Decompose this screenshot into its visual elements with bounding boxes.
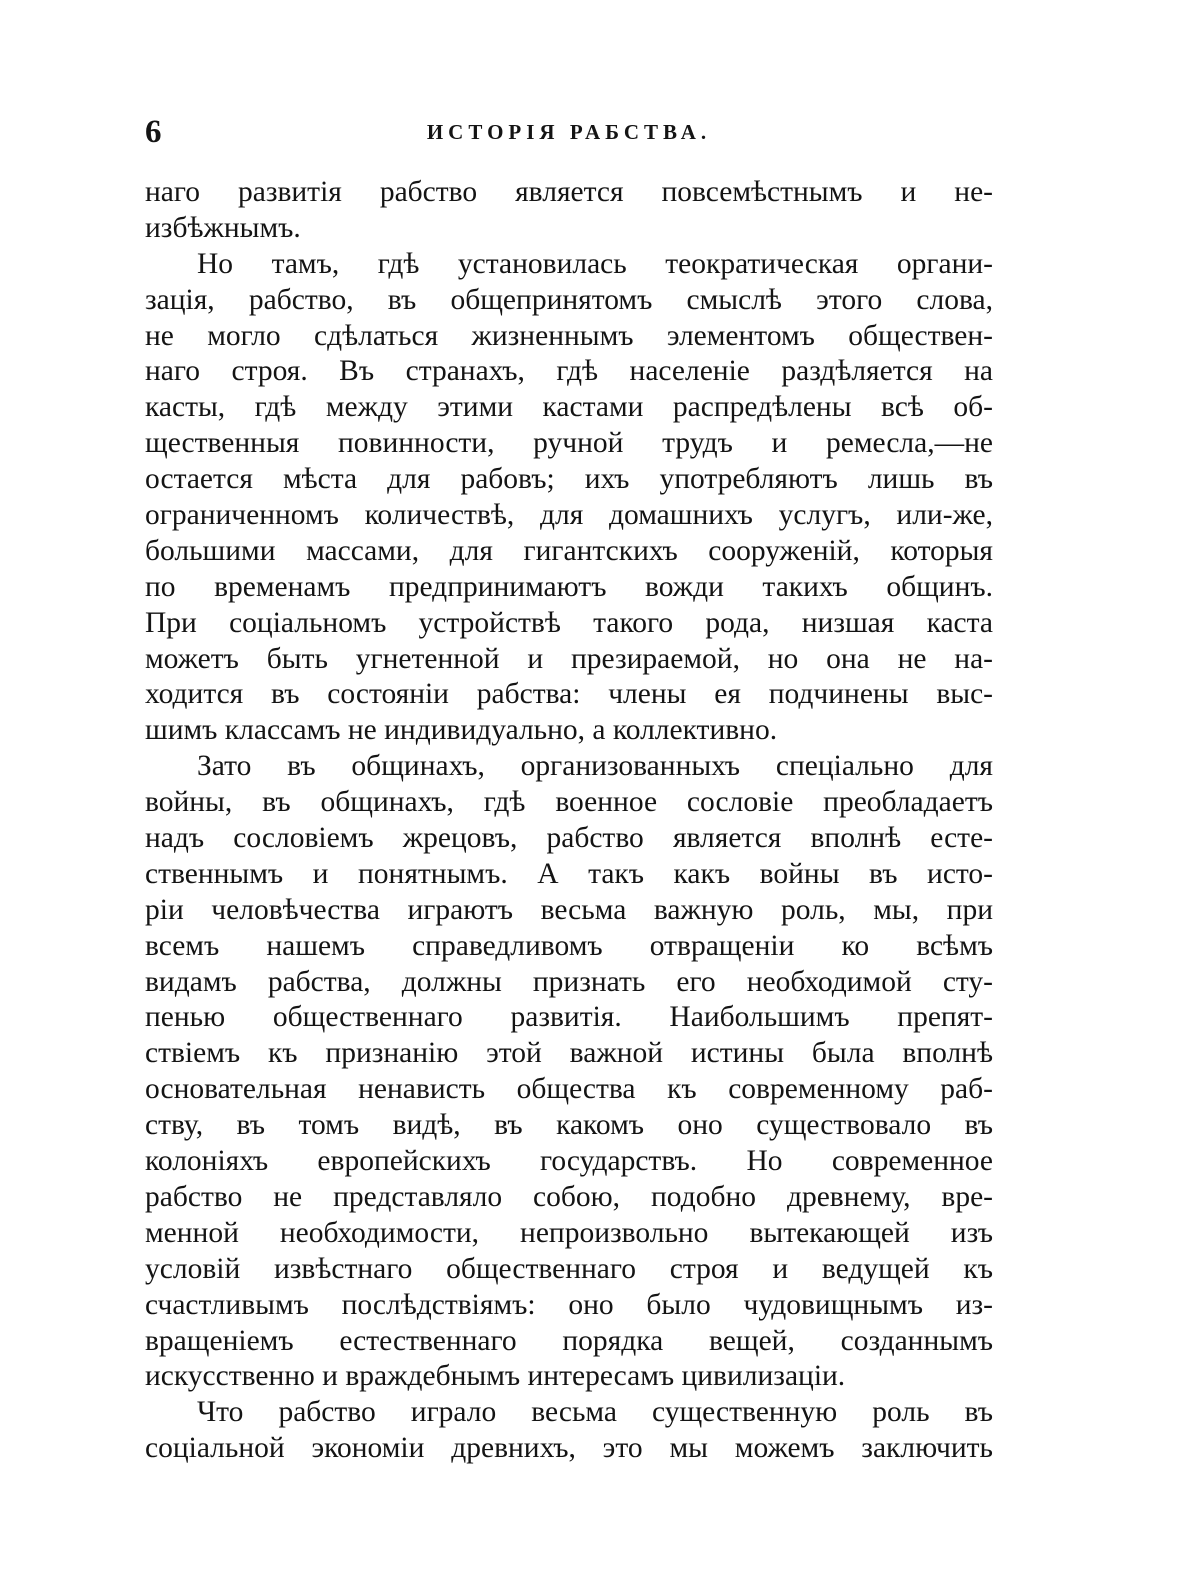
text-line: ствіемъ къ признанію этой важной истины была вполнѣ <box>145 1037 993 1070</box>
text-line: ственнымъ и понятнымъ. А такъ какъ войны въ исто- <box>145 857 993 890</box>
text-line: можетъ быть угнетенной и презираемой, но она не на- <box>145 642 993 675</box>
page-number: 6 <box>145 114 162 150</box>
text-line: Зато въ общинахъ, организованныхъ спеціально для <box>197 750 993 783</box>
text-line: соціальной экономіи древнихъ, это мы можемъ заключить <box>145 1432 993 1465</box>
text-line: ограниченномъ количествѣ, для домашнихъ услугъ, или-же, <box>145 499 993 532</box>
text-line: колоніяхъ европейскихъ государствъ. Но современное <box>145 1145 993 1178</box>
text-line: ріи человѣчества играютъ весьма важную роль, мы, при <box>145 893 993 926</box>
text-line: наго строя. Въ странахъ, гдѣ населеніе раздѣляется на <box>145 355 993 388</box>
text-line: Что рабство играло весьма существенную роль въ <box>197 1396 993 1429</box>
text-line: не могло сдѣлаться жизненнымъ элементомъ обществен- <box>145 319 993 352</box>
text-line: большими массами, для гигантскихъ сооруженій, которыя <box>145 534 993 567</box>
text-line: менной необходимости, непроизвольно вытекающей изъ <box>145 1216 993 1249</box>
text-line: рабство не представляло собою, подобно древнему, вре- <box>145 1180 993 1213</box>
text-line: счастливымъ послѣдствіямъ: оно было чудовищнымъ из- <box>145 1288 993 1321</box>
text-line: всемъ нашемъ справедливомъ отвращеніи ко всѣмъ <box>145 929 993 962</box>
text-line: войны, въ общинахъ, гдѣ военное сословіе преобладаетъ <box>145 786 993 819</box>
text-line: видамъ рабства, должны признать его необходимой сту- <box>145 965 993 998</box>
text-line: условій извѣстнаго общественнаго строя и ведущей къ <box>145 1252 993 1285</box>
text-line: зація, рабство, въ общепринятомъ смыслѣ этого слова, <box>145 283 993 316</box>
text-line: ству, въ томъ видѣ, въ какомъ оно существовало въ <box>145 1109 993 1142</box>
text-line: искусственно и враждебнымъ интересамъ цивилизаціи. <box>145 1360 846 1393</box>
running-head <box>145 110 993 154</box>
text-line: основательная ненависть общества къ современному раб- <box>145 1073 993 1106</box>
text-line: избѣжнымъ. <box>145 211 301 244</box>
text-line: остается мѣста для рабовъ; ихъ употребляютъ лишь въ <box>145 463 993 496</box>
text-line: по временамъ предпринимаютъ вожди такихъ общинъ. <box>145 570 993 603</box>
text-line: касты, гдѣ между этими кастами распредѣлены всѣ об- <box>145 391 993 424</box>
text-line: вращеніемъ естественнаго порядка вещей, созданнымъ <box>145 1324 993 1357</box>
body-text <box>145 175 993 1467</box>
text-line: пенью общественнаго развитія. Наибольшимъ препят- <box>145 1001 993 1034</box>
running-title: ИСТОРІЯ РАБСТВА. <box>426 120 712 144</box>
text-line: Но тамъ, гдѣ установилась теократическая органи- <box>197 247 993 280</box>
text-line: наго развитія рабство является повсемѣстнымъ и не- <box>145 176 993 208</box>
text-line: щественныя повинности, ручной трудъ и ремесла,—не <box>145 427 993 460</box>
text-line: шимъ классамъ не индивидуально, а коллективно. <box>145 714 778 747</box>
text-line: надъ сословіемъ жрецовъ, рабство является вполнѣ есте- <box>145 822 993 855</box>
text-line: ходится въ состояніи рабства: члены ея подчинены выс- <box>145 678 993 711</box>
text-line: При соціальномъ устройствѣ такого рода, низшая каста <box>145 606 993 639</box>
